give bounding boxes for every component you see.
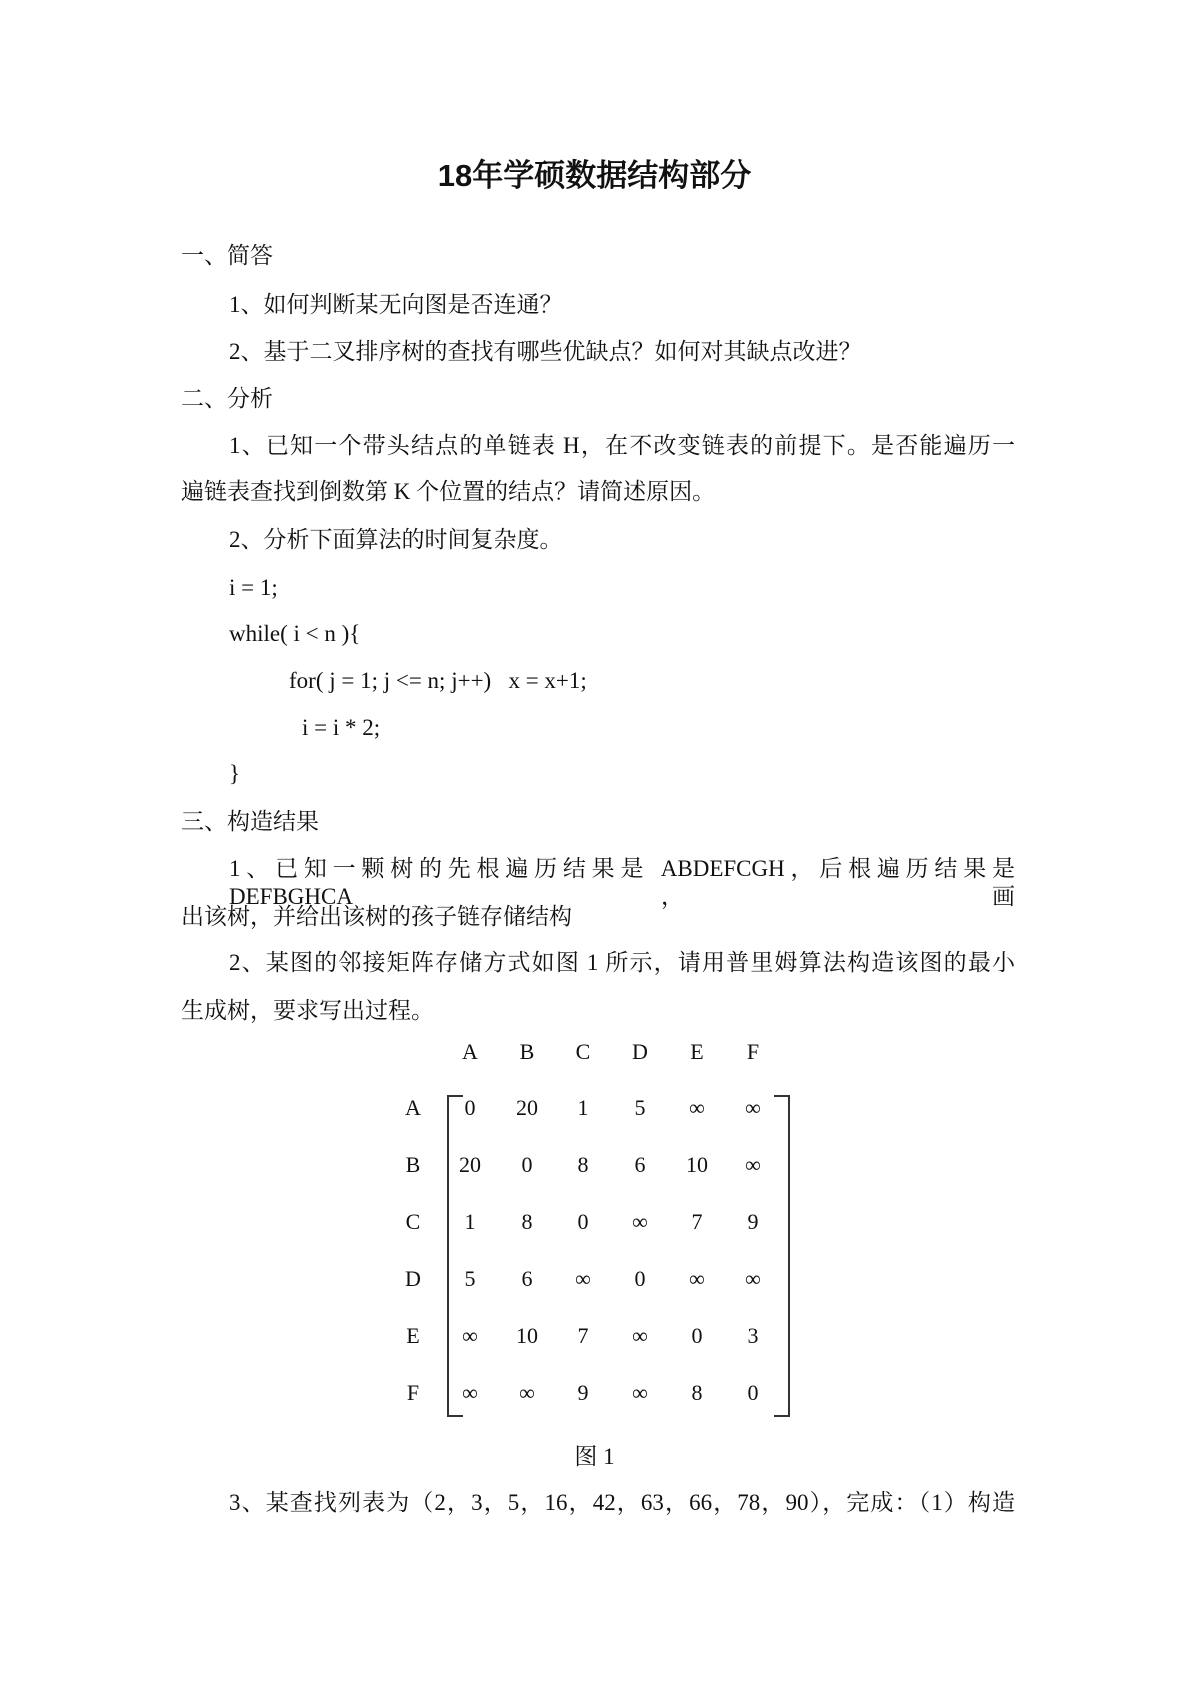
matrix-row-label: E	[406, 1323, 420, 1348]
matrix-cell: 0	[464, 1095, 476, 1120]
matrix-row-label: A	[405, 1095, 421, 1120]
matrix-cell: ∞	[689, 1266, 705, 1291]
matrix-cell: ∞	[632, 1209, 648, 1234]
code-line-2: while( i < n ){	[229, 621, 361, 646]
matrix-cell: ∞	[689, 1095, 705, 1120]
matrix-cell: 6	[521, 1266, 533, 1291]
matrix-cell: 10	[686, 1152, 708, 1177]
matrix-cell: 5	[634, 1095, 646, 1120]
question-3-1-line1: 1、已知一颗树的先根遍历结果是 ABDEFCGH，后根遍历结果是 DEFBGHCA，画	[229, 856, 1015, 909]
matrix-cell: 9	[747, 1209, 759, 1234]
matrix-cell: ∞	[462, 1323, 478, 1348]
question-3-2-line1: 2、某图的邻接矩阵存储方式如图 1 所示，请用普里姆算法构造该图的最小	[229, 950, 1015, 975]
matrix-cell: 7	[577, 1323, 589, 1348]
matrix-left-bracket	[447, 1095, 463, 1417]
matrix-column-label: A	[462, 1039, 478, 1064]
code-line-1: i = 1;	[229, 575, 278, 600]
question-2-2: 2、分析下面算法的时间复杂度。	[229, 527, 563, 552]
matrix-cell: 1	[577, 1095, 589, 1120]
question-3-3: 3、某查找列表为（2，3，5，16，42，63，66，78，90），完成：（1）构造	[229, 1490, 1015, 1515]
matrix-cell: 8	[691, 1380, 703, 1405]
matrix-row-label: B	[405, 1152, 421, 1177]
page-title: 18年学硕数据结构部分	[437, 158, 752, 193]
section-heading-3: 三、构造结果	[181, 809, 319, 834]
section-heading-1: 一、简答	[181, 243, 273, 268]
matrix-cell: 0	[577, 1209, 589, 1234]
matrix-cell: 6	[634, 1152, 646, 1177]
matrix-column-label: B	[519, 1039, 535, 1064]
question-1-2: 2、基于二叉排序树的查找有哪些优缺点？如何对其缺点改进？	[229, 339, 862, 364]
matrix-cell: 0	[747, 1380, 759, 1405]
matrix-column-label: D	[632, 1039, 648, 1064]
question-1-1: 1、如何判断某无向图是否连通？	[229, 292, 563, 317]
matrix-cell: ∞	[745, 1266, 761, 1291]
matrix-cell: 3	[747, 1323, 759, 1348]
matrix-column-label: E	[690, 1039, 704, 1064]
matrix-cell: 8	[577, 1152, 589, 1177]
matrix-cell: 0	[521, 1152, 533, 1177]
matrix-cell: ∞	[745, 1095, 761, 1120]
question-2-1-line1: 1、已知一个带头结点的单链表 H，在不改变链表的前提下。是否能遍历一	[229, 433, 1015, 458]
matrix-cell: 1	[464, 1209, 476, 1234]
matrix-cell: ∞	[745, 1152, 761, 1177]
matrix-cell: ∞	[462, 1380, 478, 1405]
matrix-cell: ∞	[575, 1266, 591, 1291]
question-3-2-line2: 生成树，要求写出过程。	[181, 998, 434, 1023]
matrix-cell: 10	[516, 1323, 538, 1348]
matrix-column-label: C	[575, 1039, 591, 1064]
matrix-cell: 0	[691, 1323, 703, 1348]
matrix-cell: 20	[459, 1152, 481, 1177]
matrix-row-label: F	[406, 1380, 420, 1405]
matrix-row-label: D	[405, 1266, 421, 1291]
section-heading-2: 二、分析	[181, 386, 273, 411]
code-line-5: }	[229, 761, 241, 786]
code-line-3: for( j = 1; j <= n; j++) x = x+1;	[289, 668, 587, 693]
question-3-1-line2: 出该树，并给出该树的孩子链存储结构	[181, 904, 572, 929]
matrix-row-label: C	[405, 1209, 421, 1234]
matrix-cell: ∞	[632, 1323, 648, 1348]
matrix-cell: 20	[516, 1095, 538, 1120]
code-line-4: i = i * 2;	[302, 715, 381, 740]
matrix-cell: 5	[464, 1266, 476, 1291]
question-2-1-line2: 遍链表查找到倒数第 K 个位置的结点？请简述原因。	[181, 479, 716, 504]
figure-caption: 图 1	[574, 1444, 615, 1469]
matrix-right-bracket	[774, 1095, 790, 1417]
matrix-cell: 7	[691, 1209, 703, 1234]
matrix-column-label: F	[746, 1039, 760, 1064]
matrix-cell: ∞	[632, 1380, 648, 1405]
matrix-cell: 0	[634, 1266, 646, 1291]
matrix-cell: 8	[521, 1209, 533, 1234]
matrix-cell: ∞	[519, 1380, 535, 1405]
matrix-cell: 9	[577, 1380, 589, 1405]
